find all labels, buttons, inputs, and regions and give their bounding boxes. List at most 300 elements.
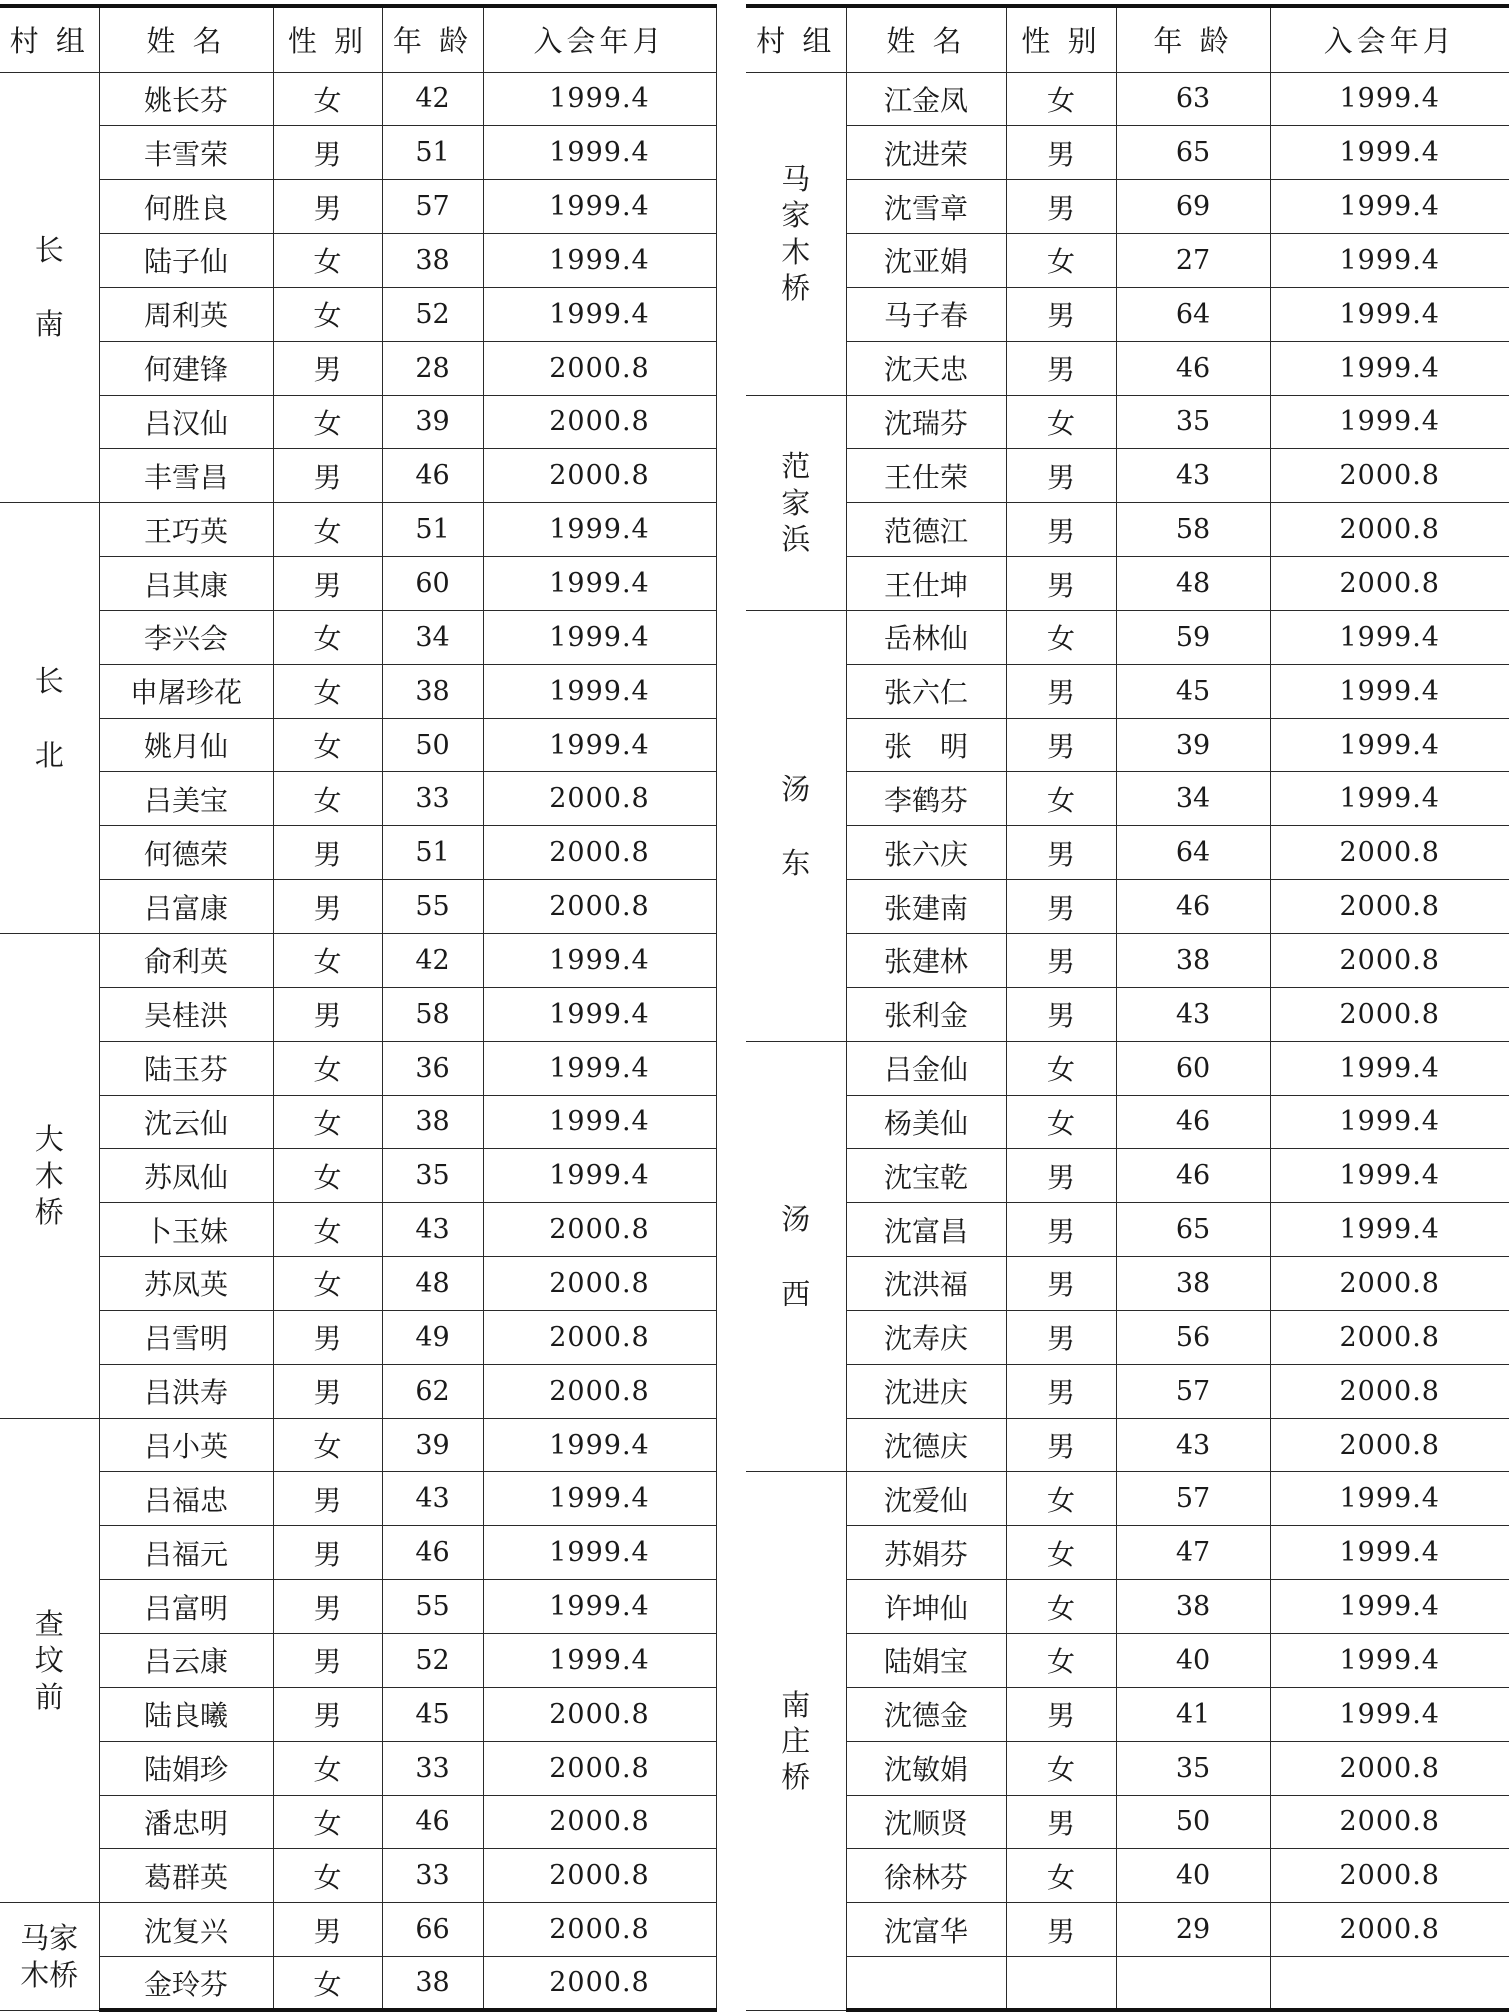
age-cell: 51 [382,126,483,180]
age-cell: 69 [1116,180,1270,234]
join-date-cell: 1999.4 [1270,610,1509,664]
table-row [746,1633,1509,1687]
table-row [746,826,1509,880]
table-row [746,718,1509,772]
age-cell: 41 [1116,1687,1270,1741]
table-row [0,1795,716,1849]
gender-cell: 女 [273,234,382,288]
member-name-cell: 江金凤 [846,72,1006,126]
age-cell: 57 [1116,1364,1270,1418]
member-name-cell: 何胜良 [99,180,273,234]
gender-cell: 女 [273,1203,382,1257]
join-date-cell: 1999.4 [483,1526,716,1580]
village-group-label-line: 桥 [34,1194,64,1229]
header-name: 姓 名 [99,6,273,72]
gender-cell: 女 [273,1041,382,1095]
join-date-cell: 2000.8 [1270,1849,1509,1903]
table-row [0,449,716,503]
gender-cell: 男 [273,1364,382,1418]
age-cell: 43 [382,1472,483,1526]
village-group-cell [746,1041,846,1472]
member-name-cell: 吕富康 [99,880,273,934]
member-name-cell: 沈天忠 [846,341,1006,395]
member-name-cell: 沈雪章 [846,180,1006,234]
join-date-cell: 1999.4 [483,664,716,718]
join-date-cell: 1999.4 [483,1041,716,1095]
gender-cell: 女 [273,72,382,126]
age-cell: 62 [382,1364,483,1418]
table-row [746,557,1509,611]
join-date-cell: 1999.4 [483,1580,716,1634]
member-name-cell: 沈顺贤 [846,1795,1006,1849]
member-name-cell: 沈亚娟 [846,234,1006,288]
gender-cell: 男 [273,1903,382,1957]
table-row [0,395,716,449]
village-group-label [781,161,810,306]
join-date-cell: 2000.8 [1270,1364,1509,1418]
table-row [746,1310,1509,1364]
roster-table-right-half [746,4,1509,2012]
table-row [746,1580,1509,1634]
table-row [0,126,716,180]
join-date-cell: 1999.4 [1270,1095,1509,1149]
gender-cell: 男 [1006,341,1116,395]
age-cell: 65 [1116,1203,1270,1257]
join-date-cell: 1999.4 [1270,1203,1509,1257]
join-date-cell: 1999.4 [1270,180,1509,234]
table-row [0,1741,716,1795]
header-age: 年 龄 [382,6,483,72]
village-group-label [20,1920,78,1993]
join-date-cell: 1999.4 [483,1472,716,1526]
join-date-cell: 2000.8 [483,772,716,826]
roster-body-left [0,72,716,2010]
table-row [0,1633,716,1687]
gender-cell: 女 [1006,1633,1116,1687]
member-name-cell: 吕美宝 [99,772,273,826]
join-date-cell: 1999.4 [1270,718,1509,772]
gender-cell: 男 [273,1633,382,1687]
join-date-cell: 1999.4 [483,1149,716,1203]
age-cell: 27 [1116,234,1270,288]
gender-cell: 男 [1006,503,1116,557]
join-date-cell: 1999.4 [483,180,716,234]
table-row [0,934,716,988]
join-date-cell: 1999.4 [483,1633,716,1687]
age-cell: 60 [1116,1041,1270,1095]
age-cell: 45 [382,1687,483,1741]
age-cell: 38 [1116,1580,1270,1634]
age-cell: 64 [1116,826,1270,880]
gender-cell: 男 [273,180,382,234]
age-cell: 51 [382,503,483,557]
join-date-cell: 1999.4 [483,557,716,611]
gender-cell: 男 [1006,1687,1116,1741]
join-date-cell: 2000.8 [1270,880,1509,934]
roster-table-left-half [0,4,716,2012]
age-cell: 58 [1116,503,1270,557]
member-name-cell: 沈爱仙 [846,1472,1006,1526]
age-cell: 43 [1116,1418,1270,1472]
member-name-cell: 吕雪明 [99,1310,273,1364]
member-name-cell: 陆子仙 [99,234,273,288]
join-date-cell [1270,1957,1509,2011]
member-name-cell: 范德江 [846,503,1006,557]
join-date-cell: 1999.4 [1270,1472,1509,1526]
village-group-label-line: 范 [781,449,811,484]
member-name-cell: 吕富明 [99,1580,273,1634]
join-date-cell: 1999.4 [1270,1687,1509,1741]
age-cell: 49 [382,1310,483,1364]
table-row [0,1203,716,1257]
member-name-cell: 姚月仙 [99,718,273,772]
village-group-label-line: 南 [781,1687,811,1722]
join-date-cell: 1999.4 [483,934,716,988]
member-name-cell: 陆娟宝 [846,1633,1006,1687]
table-row [0,1687,716,1741]
table-row [746,180,1509,234]
join-date-cell: 2000.8 [1270,1257,1509,1311]
age-cell: 46 [1116,880,1270,934]
member-name-cell: 申屠珍花 [99,664,273,718]
join-date-cell: 2000.8 [483,341,716,395]
member-name-cell: 沈德金 [846,1687,1006,1741]
member-name-cell: 徐林芬 [846,1849,1006,1903]
table-row [0,1310,716,1364]
table-row [746,1687,1509,1741]
gender-cell: 女 [273,772,382,826]
join-date-cell: 1999.4 [1270,395,1509,449]
age-cell: 33 [382,772,483,826]
table-row [746,72,1509,126]
gender-cell: 男 [1006,126,1116,180]
table-row [0,287,716,341]
member-name-cell: 张建南 [846,880,1006,934]
gender-cell: 男 [1006,718,1116,772]
age-cell: 66 [382,1903,483,1957]
member-name-cell [846,1957,1006,2011]
age-cell: 36 [382,1041,483,1095]
table-row [746,234,1509,288]
table-row [746,341,1509,395]
village-group-label [781,771,810,882]
age-cell: 39 [1116,718,1270,772]
age-cell: 42 [382,934,483,988]
gender-cell: 男 [1006,1203,1116,1257]
age-cell: 65 [1116,126,1270,180]
age-cell: 46 [382,449,483,503]
join-date-cell: 2000.8 [483,1849,716,1903]
member-name-cell: 吕福忠 [99,1472,273,1526]
header-join-date: 入会年月 [1270,6,1509,72]
gender-cell: 男 [273,557,382,611]
age-cell: 52 [382,1633,483,1687]
join-date-cell: 1999.4 [483,503,716,557]
join-date-cell: 2000.8 [483,1257,716,1311]
village-group-cell [0,1418,99,1903]
table-row [0,1418,716,1472]
join-date-cell: 2000.8 [483,1795,716,1849]
header-name: 姓 名 [846,6,1006,72]
member-name-cell: 王巧英 [99,503,273,557]
join-date-cell: 2000.8 [1270,987,1509,1041]
join-date-cell: 2000.8 [483,1364,716,1418]
member-name-cell: 陆玉芬 [99,1041,273,1095]
member-name-cell: 苏凤仙 [99,1149,273,1203]
member-name-cell: 李兴会 [99,610,273,664]
gender-cell: 男 [1006,557,1116,611]
gender-cell: 男 [273,341,382,395]
member-name-cell: 吕汉仙 [99,395,273,449]
join-date-cell: 1999.4 [1270,1526,1509,1580]
join-date-cell: 2000.8 [483,1741,716,1795]
member-name-cell: 吕洪寿 [99,1364,273,1418]
join-date-cell: 1999.4 [483,72,716,126]
village-group-label-line: 桥 [781,1760,811,1795]
join-date-cell: 2000.8 [483,395,716,449]
member-name-cell: 吕金仙 [846,1041,1006,1095]
table-row [746,287,1509,341]
table-row [0,1257,716,1311]
age-cell: 46 [1116,1095,1270,1149]
join-date-cell: 1999.4 [483,987,716,1041]
village-group-label-line: 木 [34,1158,64,1193]
village-group-label [35,1606,64,1715]
member-name-cell: 沈宝乾 [846,1149,1006,1203]
roster-table-left [0,4,717,2012]
join-date-cell: 2000.8 [1270,826,1509,880]
join-date-cell: 2000.8 [1270,557,1509,611]
table-row [746,1741,1509,1795]
member-name-cell: 张建林 [846,934,1006,988]
member-name-cell: 何德荣 [99,826,273,880]
join-date-cell: 1999.4 [1270,72,1509,126]
join-date-cell: 1999.4 [483,126,716,180]
age-cell: 46 [382,1526,483,1580]
gender-cell: 女 [273,287,382,341]
age-cell: 35 [382,1149,483,1203]
gender-cell: 男 [1006,1903,1116,1957]
table-row [0,1095,716,1149]
member-name-cell: 许坤仙 [846,1580,1006,1634]
gender-cell: 女 [273,718,382,772]
table-row [746,1364,1509,1418]
table-row [0,987,716,1041]
table-row [0,718,716,772]
age-cell: 45 [1116,664,1270,718]
age-cell: 46 [1116,341,1270,395]
gender-cell: 女 [273,664,382,718]
member-name-cell: 沈洪福 [846,1257,1006,1311]
member-name-cell: 沈进荣 [846,126,1006,180]
member-name-cell: 马子春 [846,287,1006,341]
gender-cell: 女 [1006,1741,1116,1795]
age-cell: 34 [1116,772,1270,826]
table-row [0,1041,716,1095]
village-group-label-line: 木桥 [20,1957,79,1992]
gender-cell: 男 [1006,1310,1116,1364]
age-cell: 46 [382,1795,483,1849]
table-row [746,772,1509,826]
gender-cell: 男 [273,880,382,934]
member-name-cell: 沈云仙 [99,1095,273,1149]
member-name-cell: 姚长芬 [99,72,273,126]
age-cell: 38 [1116,934,1270,988]
village-group-label-line: 长 [34,663,64,698]
join-date-cell: 2000.8 [483,449,716,503]
join-date-cell: 2000.8 [1270,503,1509,557]
member-name-cell: 何建锋 [99,341,273,395]
member-name-cell: 张六庆 [846,826,1006,880]
header-gender: 性 别 [1006,6,1116,72]
village-group-cell [746,72,846,395]
join-date-cell: 1999.4 [1270,1041,1509,1095]
gender-cell: 女 [1006,72,1116,126]
village-group-cell [0,1903,99,2011]
join-date-cell: 2000.8 [1270,1903,1509,1957]
age-cell: 29 [1116,1903,1270,1957]
member-name-cell: 吕福元 [99,1526,273,1580]
village-group-label [781,448,810,557]
age-cell: 35 [1116,1741,1270,1795]
gender-cell: 女 [273,934,382,988]
member-name-cell: 杨美仙 [846,1095,1006,1149]
gender-cell: 男 [1006,826,1116,880]
age-cell: 52 [382,287,483,341]
member-name-cell: 沈富昌 [846,1203,1006,1257]
gender-cell: 男 [1006,1364,1116,1418]
member-name-cell: 张 明 [846,718,1006,772]
table-row [0,1849,716,1903]
village-group-label-line: 南 [34,307,64,342]
table-row [746,1095,1509,1149]
table-row [746,395,1509,449]
table-row [0,1903,716,1957]
join-date-cell: 1999.4 [1270,234,1509,288]
table-row [0,1526,716,1580]
gender-cell: 男 [1006,287,1116,341]
member-name-cell: 丰雪荣 [99,126,273,180]
gender-cell: 女 [273,503,382,557]
gender-cell: 女 [1006,1526,1116,1580]
village-group-label-line: 庄 [781,1724,811,1759]
join-date-cell: 1999.4 [1270,341,1509,395]
age-cell: 38 [382,664,483,718]
gender-cell: 女 [1006,772,1116,826]
age-cell: 59 [1116,610,1270,664]
gender-cell: 男 [1006,934,1116,988]
join-date-cell: 2000.8 [1270,934,1509,988]
table-row [0,503,716,557]
age-cell: 40 [1116,1633,1270,1687]
table-row [746,1257,1509,1311]
gender-cell: 女 [1006,1041,1116,1095]
join-date-cell: 2000.8 [1270,1418,1509,1472]
gender-cell: 男 [1006,1795,1116,1849]
member-name-cell: 周利英 [99,287,273,341]
header-join-date: 入会年月 [483,6,716,72]
age-cell: 63 [1116,72,1270,126]
member-name-cell: 沈富华 [846,1903,1006,1957]
age-cell: 38 [1116,1257,1270,1311]
join-date-cell: 2000.8 [483,1687,716,1741]
header-age: 年 龄 [1116,6,1270,72]
join-date-cell: 1999.4 [1270,772,1509,826]
age-cell: 55 [382,1580,483,1634]
gender-cell: 女 [1006,1849,1116,1903]
member-name-cell: 吴桂洪 [99,987,273,1041]
age-cell: 39 [382,1418,483,1472]
age-cell: 51 [382,826,483,880]
village-group-label [35,1121,64,1230]
member-name-cell: 沈寿庆 [846,1310,1006,1364]
gender-cell: 男 [273,1526,382,1580]
member-name-cell: 葛群英 [99,1849,273,1903]
village-group-label-line: 木 [781,234,811,269]
join-date-cell: 1999.4 [1270,1580,1509,1634]
roster-table-right [746,4,1509,2012]
table-row [746,126,1509,180]
join-date-cell: 1999.4 [483,1095,716,1149]
age-cell: 60 [382,557,483,611]
gender-cell: 女 [273,1957,382,2011]
village-group-cell [0,72,99,503]
gender-cell: 女 [1006,1095,1116,1149]
join-date-cell: 1999.4 [483,1418,716,1472]
join-date-cell: 2000.8 [1270,1741,1509,1795]
member-name-cell: 吕小英 [99,1418,273,1472]
age-cell [1116,1957,1270,2011]
member-name-cell: 吕云康 [99,1633,273,1687]
gender-cell: 女 [1006,395,1116,449]
age-cell: 43 [1116,449,1270,503]
member-name-cell: 沈德庆 [846,1418,1006,1472]
age-cell: 43 [1116,987,1270,1041]
gender-cell: 女 [273,1149,382,1203]
roster-body-right [746,72,1509,2010]
gender-cell: 男 [273,1310,382,1364]
join-date-cell: 1999.4 [1270,1149,1509,1203]
table-row [0,1364,716,1418]
gender-cell: 男 [1006,880,1116,934]
village-group-label-line [781,807,810,845]
age-cell: 43 [382,1203,483,1257]
table-row [0,880,716,934]
age-cell: 46 [1116,1149,1270,1203]
gender-cell: 女 [273,610,382,664]
gender-cell: 男 [273,1687,382,1741]
table-row [746,1203,1509,1257]
table-row [746,664,1509,718]
header-village-group: 村 组 [746,6,846,72]
join-date-cell: 1999.4 [483,610,716,664]
join-date-cell: 2000.8 [1270,1795,1509,1849]
gender-cell: 男 [273,449,382,503]
gender-cell: 男 [1006,180,1116,234]
join-date-cell: 2000.8 [1270,449,1509,503]
gender-cell: 男 [273,1580,382,1634]
member-name-cell: 王仕坤 [846,557,1006,611]
table-row [0,610,716,664]
village-group-cell [0,934,99,1419]
gender-cell: 女 [273,395,382,449]
member-name-cell: 陆良曦 [99,1687,273,1741]
member-name-cell: 丰雪昌 [99,449,273,503]
gender-cell: 女 [273,1257,382,1311]
village-group-label-line: 汤 [781,771,811,806]
header-row [0,6,716,72]
member-name-cell: 岳林仙 [846,610,1006,664]
